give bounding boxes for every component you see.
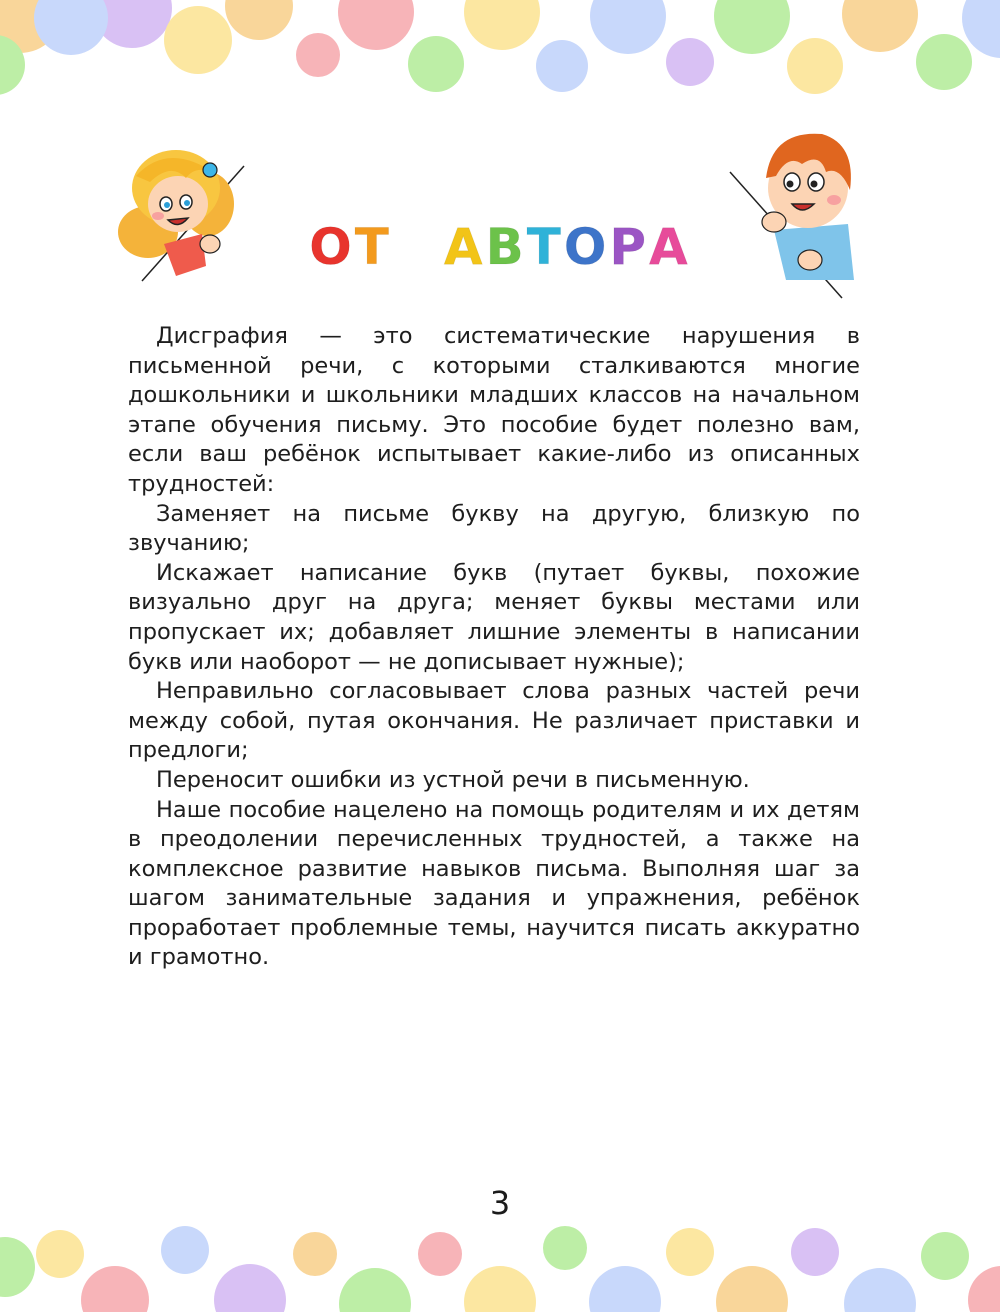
dot-decoration [464,1266,536,1312]
paragraph-item-1: Заменяет на письме букву на другую, близкую по звучанию; [128,500,860,557]
dot-decoration [0,1237,35,1297]
dot-decoration [214,1264,286,1312]
title-letter: О [309,218,355,276]
dot-decoration [714,0,790,54]
title-word-2 [444,218,691,276]
dot-decoration [842,0,918,52]
title-letter: А [443,218,486,276]
dot-decoration [34,0,108,55]
title-letter: Т [354,218,392,276]
paragraph-item-3: Неправильно согласовывает слова разных частей речи между собой, путая окончания. Не различает приставки и предлоги; [128,678,860,764]
title-letter: В [485,218,527,276]
dot-decoration [844,1268,916,1312]
dot-decoration [590,0,666,54]
dot-decoration [791,1228,839,1276]
author-foreword [128,322,860,973]
dot-decoration [293,1232,337,1276]
dot-decoration [81,1266,149,1312]
paragraph-intro: Дисграфия — это систематические нарушения в письменной речи, с которыми сталкиваются многие дошкольники и школьники младших классов на начальном этапе обучения письму. Это пособие будет полезно вам, если ваш ребёнок испытывает какие-либо из описанных трудностей: [128,323,860,497]
title-word-1 [309,218,392,276]
paragraph-item-4: Переносит ошибки из устной речи в письменную. [156,766,750,793]
dot-decoration [968,1266,1000,1312]
dot-decoration [716,1266,788,1312]
page-number: 3 [489,1184,511,1222]
title-letter: Т [526,218,564,276]
dot-decoration [161,1226,209,1274]
top-dot-border [0,0,1000,100]
dot-decoration [408,36,464,92]
dot-decoration [339,1268,411,1312]
dot-decoration [589,1266,661,1312]
dot-decoration [536,40,588,92]
paragraph-item-2: Искажает написание букв (путает буквы, похожие визуально друг на друга; меняет буквы местами или пропускает их; добавляет лишние элементы в написании букв или наоборот — не дописывает нужные); [128,559,860,675]
dot-decoration [464,0,540,50]
dot-decoration [296,33,340,77]
paragraph-conclusion: Наше пособие нацелено на помощь родителям и их детям в преодолении перечисленных трудностей, а также на комплексное развитие навыков письма. Выполняя шаг за шагом занимательные задания и упражнения, ребёнок проработает проблемные темы, научится писать аккуратно и грамотно. [128,796,860,971]
dot-decoration [36,1230,84,1278]
page-title [0,218,1000,288]
dot-decoration [338,0,414,50]
dot-decoration [921,1232,969,1280]
dot-decoration [225,0,293,40]
dot-decoration [666,1228,714,1276]
title-letter: Р [609,218,650,276]
dot-decoration [418,1232,462,1276]
dot-decoration [666,38,714,86]
dot-decoration [787,38,843,94]
dot-decoration [543,1226,587,1270]
bottom-dot-border [0,1212,1000,1312]
title-letter: О [563,218,610,276]
dot-decoration [916,34,972,90]
dot-decoration [164,6,232,74]
title-letter: А [649,218,691,276]
